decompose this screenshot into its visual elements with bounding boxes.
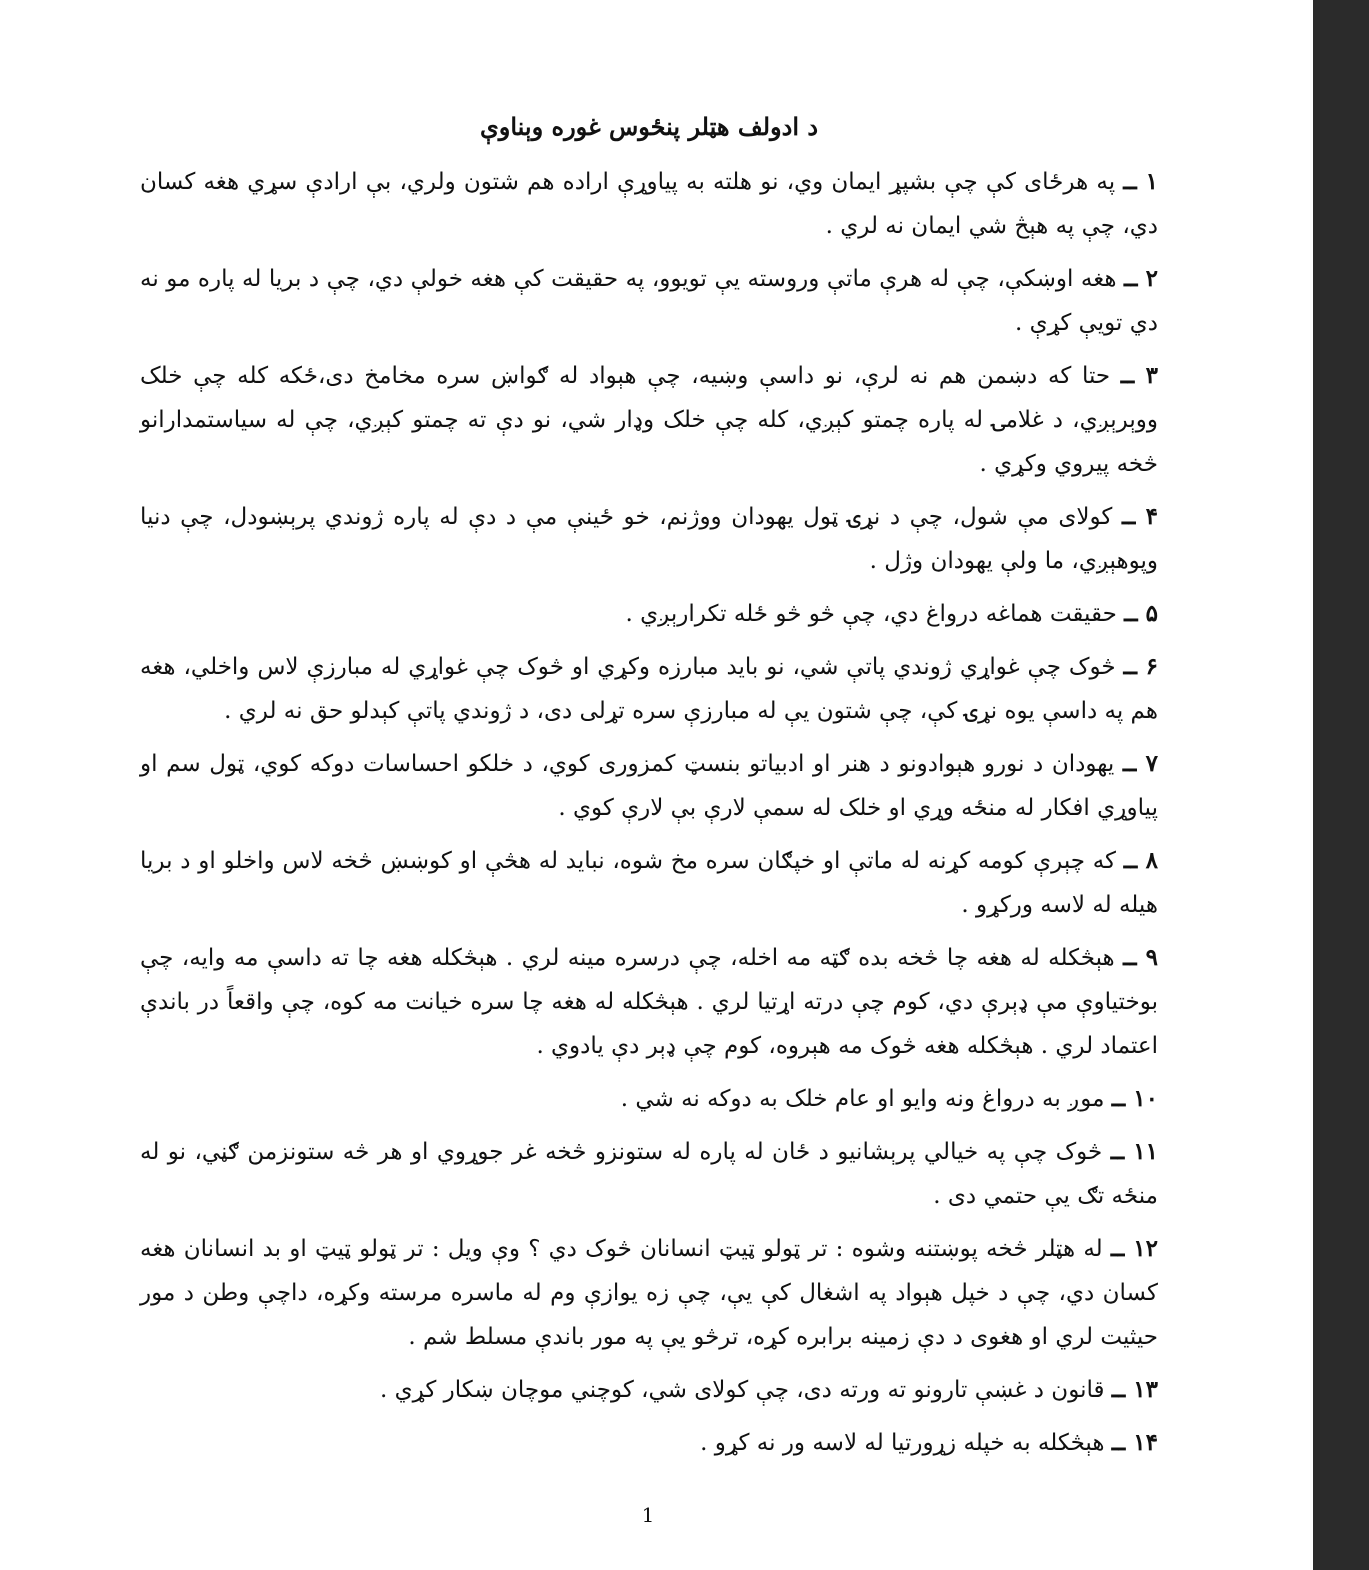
item-number: ۱۰ ــ [1111,1085,1158,1112]
item-number: ۴ ــ [1121,503,1159,530]
item-text: حقیقت هماغه درواغ دي، چې څو څو ځله تکرارېږي . [625,601,1117,627]
document-body [140,160,1158,1474]
page-title: د ادولف هټلر پنځوس غوره وېناوې [479,112,819,141]
item-number: ۳ ــ [1120,362,1158,389]
item-number: ۵ ــ [1124,600,1158,627]
list-item [140,160,1158,248]
item-number: ۱۲ ــ [1110,1235,1159,1262]
item-text: که چېرې کومه کړنه له ماتې او خپګان سره مخ شوه، نباید له هڅې او کوښښ څخه لاس واخلو او د بریا هیله له لاسه ورکړو . [140,848,1158,918]
item-number: ۸ ــ [1123,847,1159,874]
item-text: له هټلر څخه پوښتنه وشوه : تر ټولو ټیټ انسانان څوک دي ؟ وې ویل : تر ټولو ټیټ او بد انسانان هغه کسان دي، چې د خپل هېواد په اشغال کې یې، چې زه یوازې وم له ماسره مرسته وکړه، داچې وطن د مور حیثیت لري او هغوی د دې زمینه برابره کړه، ترڅو یې په مور باندې مسلط شم . [140,1236,1158,1350]
list-item [140,742,1158,830]
item-text: یهودان د نورو هېوادونو د هنر او ادبیاتو بنسټ کمزوری کوي، د خلکو احساسات دوکه کوي، ټول سم او پیاوړي افکار له منځه وړي او خلک له سمې لارې بې لارې کوي . [140,751,1158,821]
item-number: ۱۱ ــ [1110,1138,1159,1165]
item-number: ۶ ــ [1123,653,1159,680]
list-item [140,1421,1158,1465]
item-number: ۲ ــ [1123,265,1159,292]
item-number: ۱ ــ [1123,168,1159,195]
item-number: ۱۴ ــ [1111,1429,1158,1456]
item-number: ۷ ــ [1122,750,1159,777]
item-text: څوک چې په خیالي پرېشانیو د ځان له پاره له ستونزو څخه غر جوړوي او هر څه ستونزمن ګڼي، نو له منځه تګ یې حتمي دی . [140,1139,1158,1209]
list-item [140,839,1158,927]
list-item [140,592,1158,636]
list-item [140,645,1158,733]
item-text: حتا که دښمن هم نه لرې، نو داسې وښیه، چې هېواد له ګواښ سره مخامخ دی،ځکه کله چې خلک ووېرېږي، د غلامۍ له پاره چمتو کېږي، کله چې خلک وډار شي، نو دې ته چمتو کېږي، چې له سیاستمدارانو څخه پیروي وکړي . [140,363,1158,477]
list-item [140,1368,1158,1412]
item-text: څوک چې غواړي ژوندي پاتې شي، نو باید مبارزه وکړي او څوک چې غواړي له مبارزې لاس واخلي، هغه هم په داسې یوه نړۍ کې، چې شتون یې له مبارزې سره تړلی دی، د ژوندي پاتې کېدلو حق نه لري . [140,654,1158,724]
item-text: قانون د غښې تارونو ته ورته دی، چې کولای شي، کوچني موچان ښکار کړي . [380,1377,1105,1403]
list-item [140,936,1158,1068]
list-item [140,1077,1158,1121]
list-item [140,257,1158,345]
item-text: هېڅکله له هغه چا څخه بده ګټه مه اخله، چې درسره مینه لري . هېڅکله هغه چا ته داسې مه وایه، چې بوختیاوې مې ډېرې دي، کوم چې درته اړتیا لري . هېڅکله له هغه چا سره خیانت مه کوه، چې واقعاً در باندې اعتماد لري . هېڅکله هغه څوک مه هېروه، کوم چې ډېر دې یادوي . [140,945,1158,1059]
list-item [140,1130,1158,1218]
item-number: ۹ ــ [1123,944,1159,971]
item-text: هغه اوښکې، چې له هرې ماتې وروسته یې تویوو، په حقیقت کې هغه خولې دي، چې د بریا له پاره مو نه دي تویې کړې . [140,266,1158,336]
item-text: موږ به درواغ ونه وایو او عام خلک به دوکه نه شي . [620,1086,1105,1112]
list-item [140,495,1158,583]
item-text: کولای مې شول، چې د نړۍ ټول یهودان ووژنم، خو ځینې مې د دې له پاره ژوندي پرېښودل، چې دنیا وپوهېږي، ما ولې یهودان وژل . [140,504,1158,574]
list-item [140,1227,1158,1359]
item-text: په هرځای کې چې بشپړ ایمان وي، نو هلته به پیاوړې اراده هم شتون ولري، بې ارادې سړي هغه کسان دي، چې په هېڅ شي ایمان نه لري . [140,169,1158,239]
list-item [140,354,1158,486]
item-text: هېڅکله به خپله زړورتیا له لاسه ور نه کړو . [700,1430,1105,1456]
viewer-dark-margin [1313,0,1369,1570]
item-number: ۱۳ ــ [1111,1376,1158,1403]
page-number: 1 [641,1503,655,1527]
